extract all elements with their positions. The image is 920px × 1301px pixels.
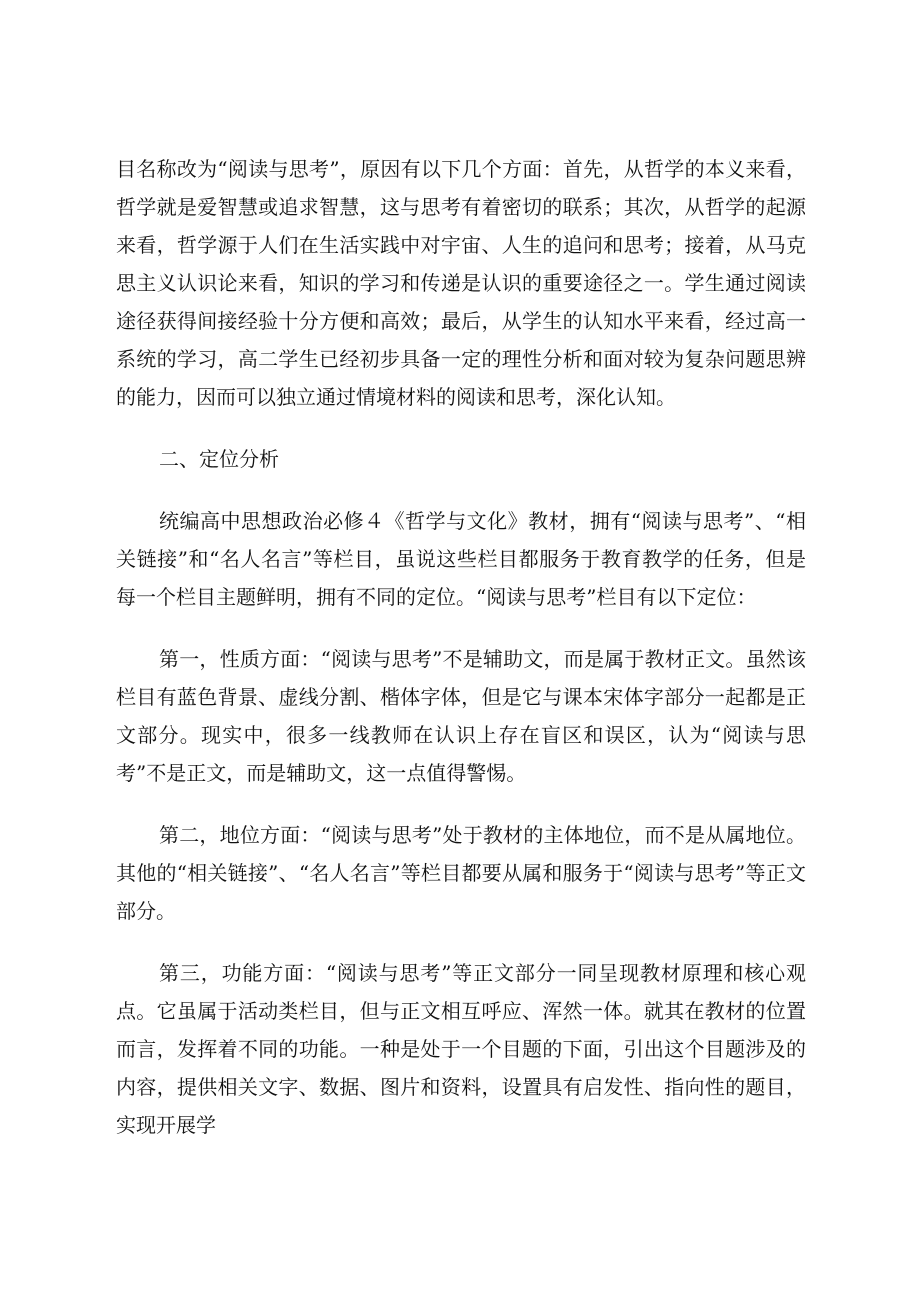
paragraph-status: 第二，地位方面：“阅读与思考”处于教材的主体地位，而不是从属地位。其他的“相关链接”、“名人名言”等栏目都要从属和服务于“阅读与思考”等正文部分。	[116, 823, 806, 923]
document-body	[116, 150, 806, 1168]
paragraph-reasons: 目名称改为“阅读与思考”，原因有以下几个方面：首先，从哲学的本义来看，哲学就是爱智慧或追求智慧，这与思考有着密切的联系；其次，从哲学的起源来看，哲学源于人们在生活实践中对宇宙、人生的追问和思考；接着，从马克思主义认识论来看，知识的学习和传递是认识的重要途径之一。学生通过阅读途径获得间接经验十分方便和高效；最后，从学生的认知水平来看，经过高一系统的学习，高二学生已经初步具备一定的理性分析和面对较为复杂问题思辨的能力，因而可以独立通过情境材料的阅读和思考，深化认知。	[116, 157, 806, 409]
paragraph-function: 第三，功能方面：“阅读与思考”等正文部分一同呈现教材原理和核心观点。它虽属于活动类栏目，但与正文相互呼应、浑然一体。就其在教材的位置而言，发挥着不同的功能。一种是处于一个目题的下面，引出这个目题涉及的内容，提供相关文字、数据、图片和资料，设置具有启发性、指向性的题目，实现开展学	[116, 961, 806, 1137]
section-heading-positioning: 二、定位分析	[159, 447, 279, 471]
paragraph-intro-positioning: 统编高中思想政治必修４《哲学与文化》教材，拥有“阅读与思考”、“相关链接”和“名人名言”等栏目，虽说这些栏目都服务于教育教学的任务，但是每一个栏目主题鲜明，拥有不同的定位。“阅读与思考”栏目有以下定位：	[116, 509, 806, 609]
paragraph-nature: 第一，性质方面：“阅读与思考”不是辅助文，而是属于教材正文。虽然该栏目有蓝色背景、虚线分割、楷体字体，但是它与课本宋体字部分一起都是正文部分。现实中，很多一线教师在认识上存在盲区和误区，认为“阅读与思考”不是正文，而是辅助文，这一点值得警惕。	[116, 647, 806, 785]
